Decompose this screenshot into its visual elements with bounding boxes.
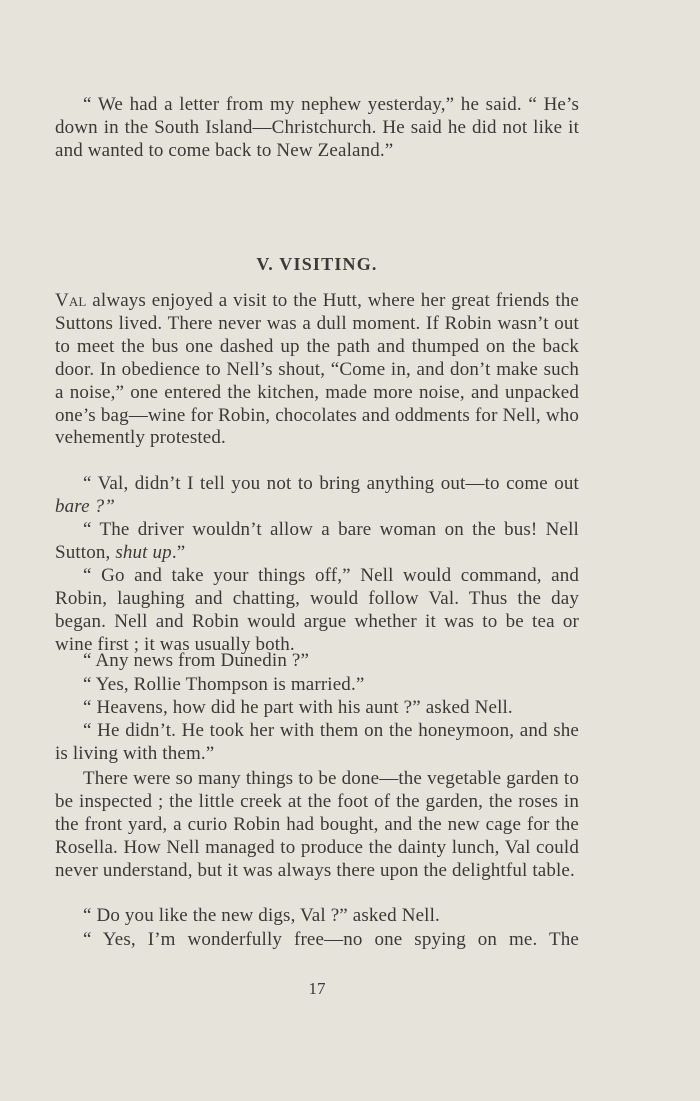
italic-text: shut up [115,541,172,563]
paragraph-bare-woman [55,519,579,565]
book-page [55,0,579,1101]
italic-text: bare ?” [55,495,115,517]
paragraph-nephew-letter: “ We had a letter from my nephew yesterday,” he said. “ He’s down in the South Island—Christchurch. He said he did not like it and wanted to come back to New Zealand.” [55,94,579,161]
paragraph-body: always enjoyed a visit to the Hutt, where her great friends the Suttons lived. There never was a dull moment. If Robin wasn’t out to meet the bus one dashed up the path and thumped on the back door. In obedience to Nell’s shout, “Come in, and don’t make such a noise,” one entered the kitchen, made more noise, and unpacked one’s bag—wine for Robin, chocolates and oddments for Nell, who vehemently protested. [55,290,579,449]
paragraph-honeymoon: “ He didn’t. He took her with them on the honeymoon, and she is living with them.” [55,720,579,764]
paragraph-text-end: .” [171,541,186,563]
paragraph-bring-anything [55,473,579,519]
chapter-heading: V. VISITING. [256,254,378,274]
paragraph-text: “ Val, didn’t I tell you not to bring anything out—to come out [83,473,579,494]
paragraph-text: “ The driver wouldn’t allow a bare woman on the bus! Nell Sutton, [55,519,579,563]
paragraph-val-visit [55,290,579,450]
page-number: 17 [308,979,326,998]
paragraph-new-digs: “ Do you like the new digs, Val ?” asked Nell. [83,905,440,926]
paragraph-free: “ Yes, I’m wonderfully free—no one spying on me. The [83,929,579,950]
paragraph-lead-word: Val [55,290,87,311]
paragraph-aunt-question: “ Heavens, how did he part with his aunt ?” asked Nell. [83,697,513,718]
paragraph-day-began: “ Go and take your things off,” Nell would command, and Robin, laughing and chatting, would follow Val. Thus the day began. Nell and Robin would argue whether it was to be tea or wine first ; it was usually both. [55,565,579,655]
paragraph-dunedin-news: “ Any news from Dunedin ?” [83,650,310,671]
paragraph-rollie-married: “ Yes, Rollie Thompson is married.” [83,674,365,695]
paragraph-many-things: There were so many things to be done—the vegetable garden to be inspected ; the little creek at the foot of the garden, the roses in the front yard, a curio Robin had bought, and the new cage for the Rosella. How Nell managed to produce the dainty lunch, Val could never understand, but it was always there upon the delightful table. [55,768,579,881]
